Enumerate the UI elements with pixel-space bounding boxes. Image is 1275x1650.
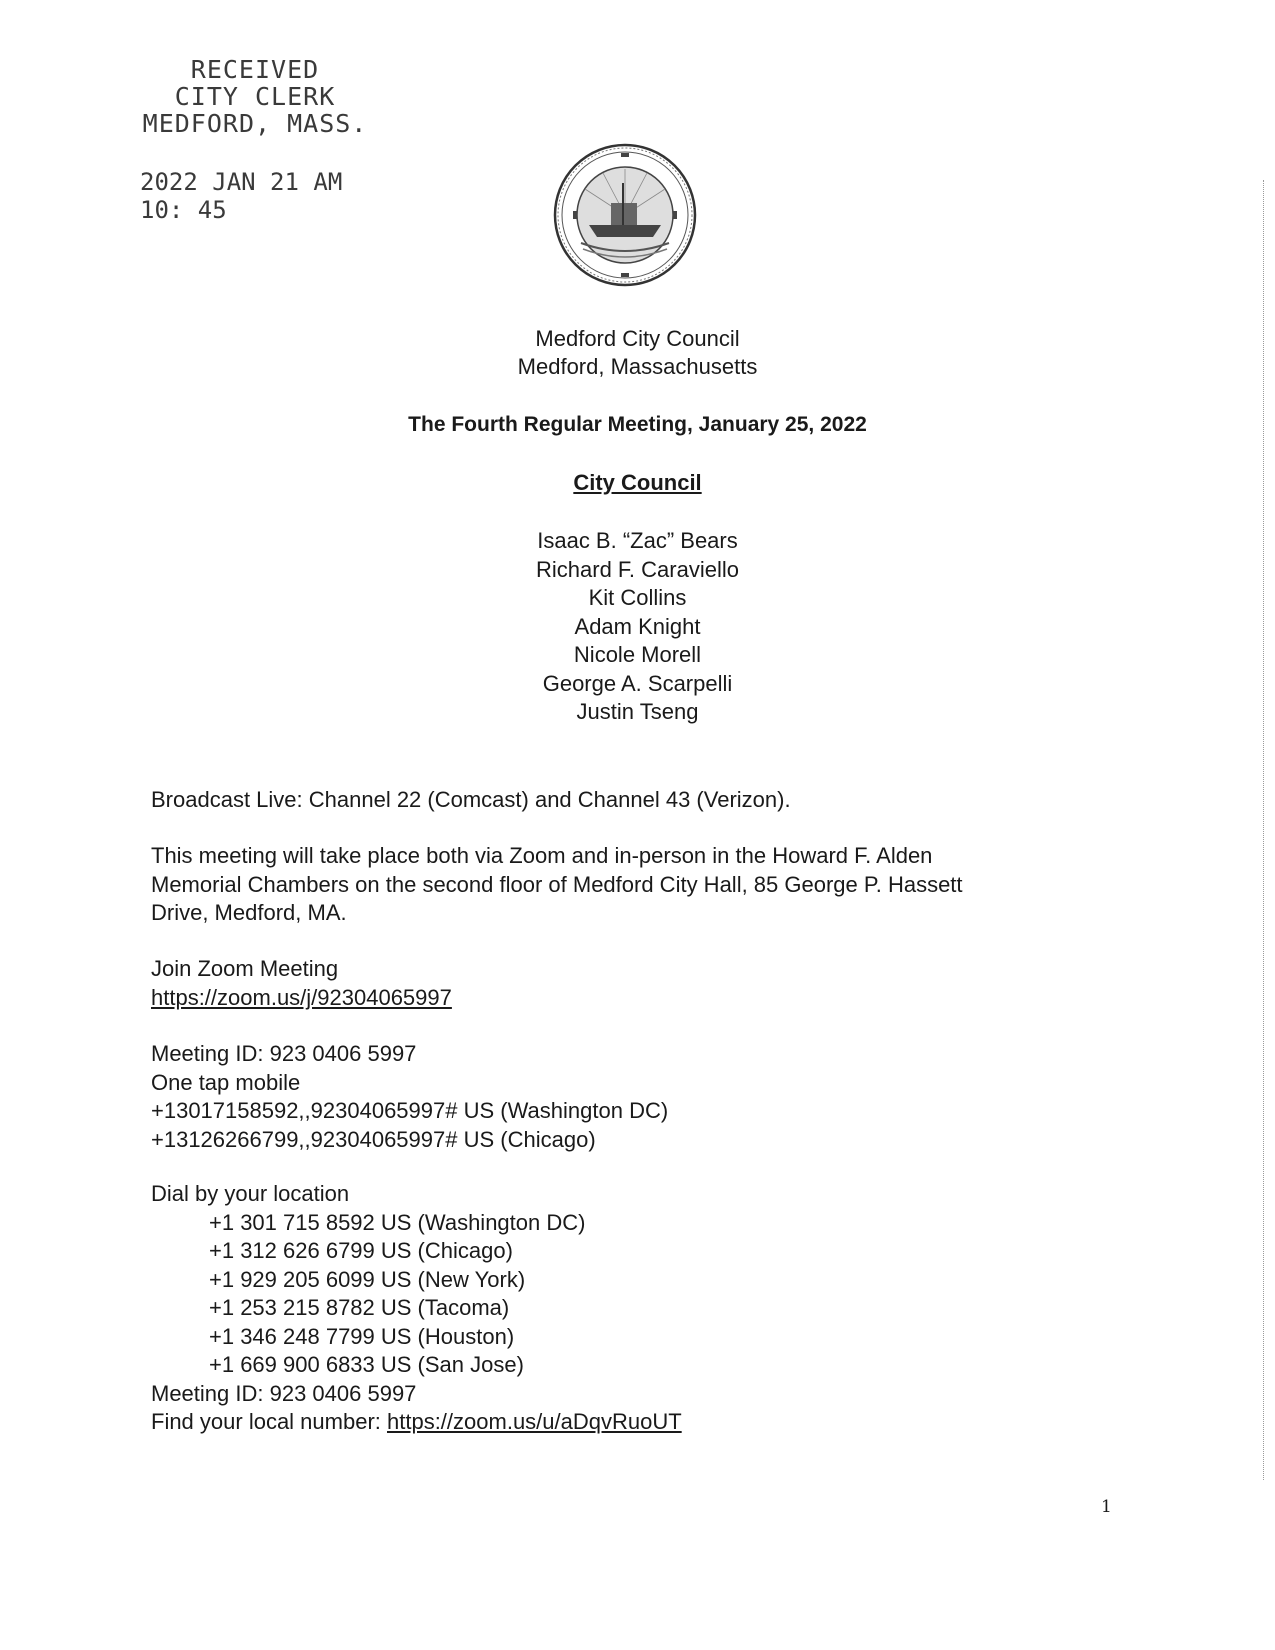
member-list [0, 527, 1275, 727]
local-number-link[interactable]: https://zoom.us/u/aDqvRuoUT [387, 1409, 682, 1434]
council-heading: City Council [573, 470, 702, 495]
member-name: Justin Tseng [576, 699, 699, 724]
dial-label: Dial by your location [151, 1181, 350, 1206]
member-name: Richard F. Caraviello [536, 556, 739, 582]
dial-number: +1 346 248 7799 US (Houston) [209, 1323, 515, 1349]
dial-number: +1 929 205 6099 US (New York) [209, 1266, 526, 1292]
zoom-dial-in [151, 1180, 1091, 1437]
meeting-id: Meeting ID: 923 0406 5997 [151, 1380, 417, 1406]
member-name: George A. Scarpelli [542, 670, 733, 696]
received-stamp [135, 55, 375, 224]
member-name: Kit Collins [588, 585, 687, 610]
page-number: 1 [1101, 1497, 1112, 1517]
location-line: Drive, Medford, MA. [151, 900, 347, 925]
stamp-line: RECEIVED [190, 55, 320, 84]
one-tap-label: One tap mobile [151, 1069, 301, 1095]
zoom-one-tap [151, 1040, 1091, 1154]
meeting-id: Meeting ID: 923 0406 5997 [151, 1041, 417, 1066]
one-tap-number: +13017158592,,92304065997# US (Washington DC) [151, 1098, 669, 1123]
dial-number: +1 312 626 6799 US (Chicago) [209, 1238, 513, 1263]
local-number-line [151, 1408, 1091, 1437]
member-name: Adam Knight [574, 613, 701, 639]
zoom-join [151, 955, 1091, 1012]
header [0, 325, 1275, 381]
dial-number: +1 253 215 8782 US (Tacoma) [209, 1295, 510, 1320]
local-number-label: Find your local number: [151, 1409, 387, 1434]
zoom-join-link[interactable]: https://zoom.us/j/92304065997 [151, 984, 452, 1010]
scan-edge-divider [1263, 180, 1264, 1480]
stamp-date: 2022 JAN 21 AM 10: 45 [140, 168, 343, 224]
broadcast-info: Broadcast Live: Channel 22 (Comcast) and Channel 43 (Verizon). [151, 787, 791, 812]
meeting-title: The Fourth Regular Meeting, January 25, 2022 [408, 413, 867, 436]
meeting-location [151, 842, 1091, 928]
dial-number: +1 301 715 8592 US (Washington DC) [209, 1209, 586, 1235]
member-name: Nicole Morell [573, 642, 702, 667]
member-name: Isaac B. “Zac” Bears [537, 528, 738, 553]
stamp-line: MEDFORD, MASS. [142, 109, 368, 138]
one-tap-number: +13126266799,,92304065997# US (Chicago) [151, 1126, 596, 1152]
city-seal-icon [553, 143, 697, 287]
stamp-line: CITY CLERK [174, 82, 336, 111]
location-line: Memorial Chambers on the second floor of Medford City Hall, 85 George P. Hassett [151, 871, 963, 897]
org-name: Medford City Council [535, 326, 740, 351]
dial-number: +1 669 900 6833 US (San Jose) [209, 1352, 524, 1377]
join-label: Join Zoom Meeting [151, 956, 339, 981]
location-line: This meeting will take place both via Zoom and in-person in the Howard F. Alden [151, 843, 933, 868]
org-location: Medford, Massachusetts [517, 354, 758, 379]
